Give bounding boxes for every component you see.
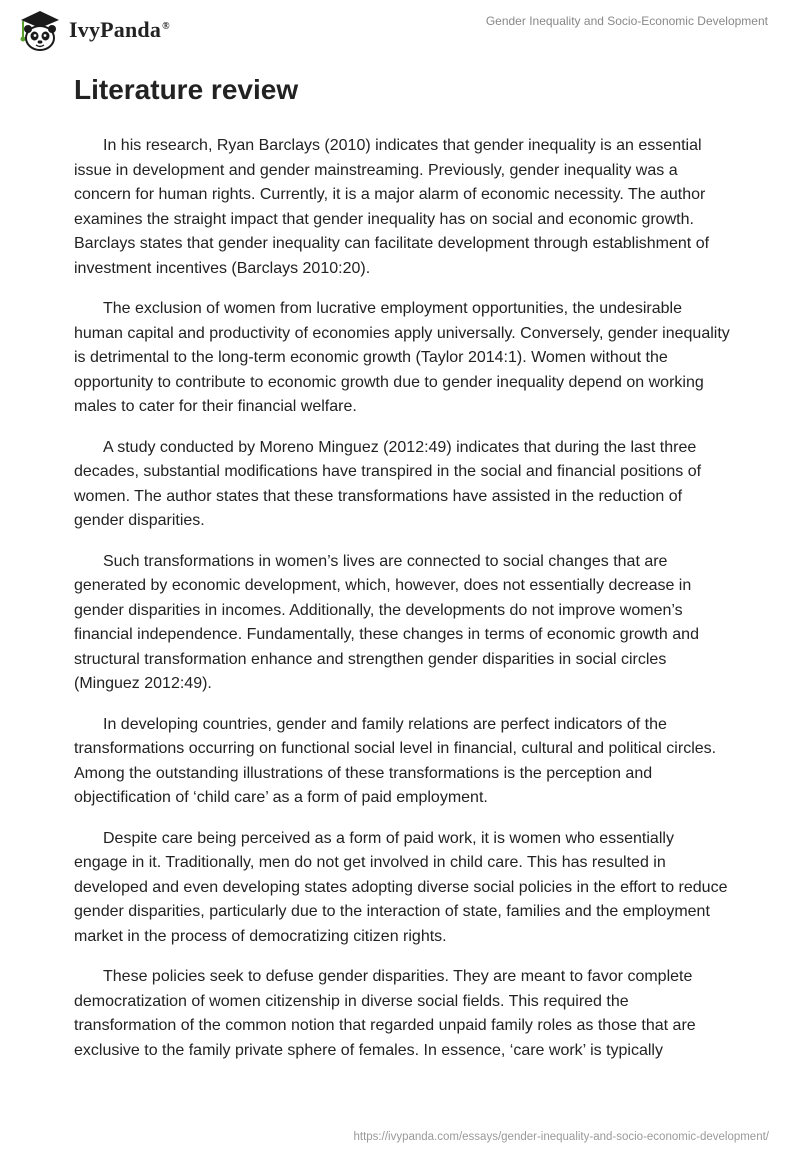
paragraph: These policies seek to defuse gender disparities. They are meant to favor complete democratization of women citizenship in diverse social fields. This required the transformation of the common notion that regarded unpaid family roles as those that are exclusive to the family private sphere of females. In essence, ‘care work’ is typically xyxy=(74,968,696,1059)
paragraph: Despite care being perceived as a form of paid work, it is women who essentially engage in it. Traditionally, men do not get involved in child care. This has resulted in developed and even developing states adopting diverse social policies in the effort to reduce gender disparities, particularly due to the interaction of state, families and the employment market in the process of democratizing citizen rights. xyxy=(74,829,728,945)
panda-graduate-icon xyxy=(15,8,65,52)
section-heading: Literature review xyxy=(74,74,299,105)
article-body xyxy=(74,134,730,1079)
source-url[interactable]: https://ivypanda.com/essays/gender-inequality-and-socio-economic-development/ xyxy=(353,1131,769,1143)
document-title: Gender Inequality and Socio-Economic Development xyxy=(485,14,768,28)
brand-name: IvyPanda® xyxy=(69,17,170,42)
paragraph: Such transformations in women’s lives are connected to social changes that are generated by economic development, which, however, does not essentially decrease in gender disparities in incomes. Additionally, the developments do not improve women’s financial independence. Fundamentally, these changes in terms of economic growth and structural transformation enhance and strengthen gender disparities in social circles (Minguez 2012:49). xyxy=(74,552,699,692)
paragraph: A study conducted by Moreno Minguez (2012:49) indicates that during the last three decades, substantial modifications have transpired in the social and financial positions of women. The author states that these transformations have assisted in the reduction of gender disparities. xyxy=(74,438,702,529)
page-header xyxy=(0,0,800,60)
paragraph: The exclusion of women from lucrative employment opportunities, the undesirable human capital and productivity of economies apply universally. Conversely, gender inequality is detrimental to the long-term economic growth (Taylor 2014:1). Women without the opportunity to contribute to economic growth due to gender inequality depend on working males to cater for their financial welfare. xyxy=(74,300,730,415)
paragraph: In his research, Ryan Barclays (2010) indicates that gender inequality is an essential issue in development and gender mainstreaming. Previously, gender inequality was a concern for human rights. Currently, it is a major alarm of economic necessity. The author examines the straight impact that gender inequality has on social and economic growth. Barclays states that gender inequality can facilitate development through establishment of investment incentives (Barclays 2010:20). xyxy=(74,137,710,277)
paragraph: In developing countries, gender and family relations are perfect indicators of the transformations occurring on functional social level in financial, cultural and political circles. Among the outstanding illustrations of these transformations is the perception and objectification of ‘child care’ as a form of paid employment. xyxy=(74,715,717,806)
brand-logo[interactable] xyxy=(15,8,170,52)
